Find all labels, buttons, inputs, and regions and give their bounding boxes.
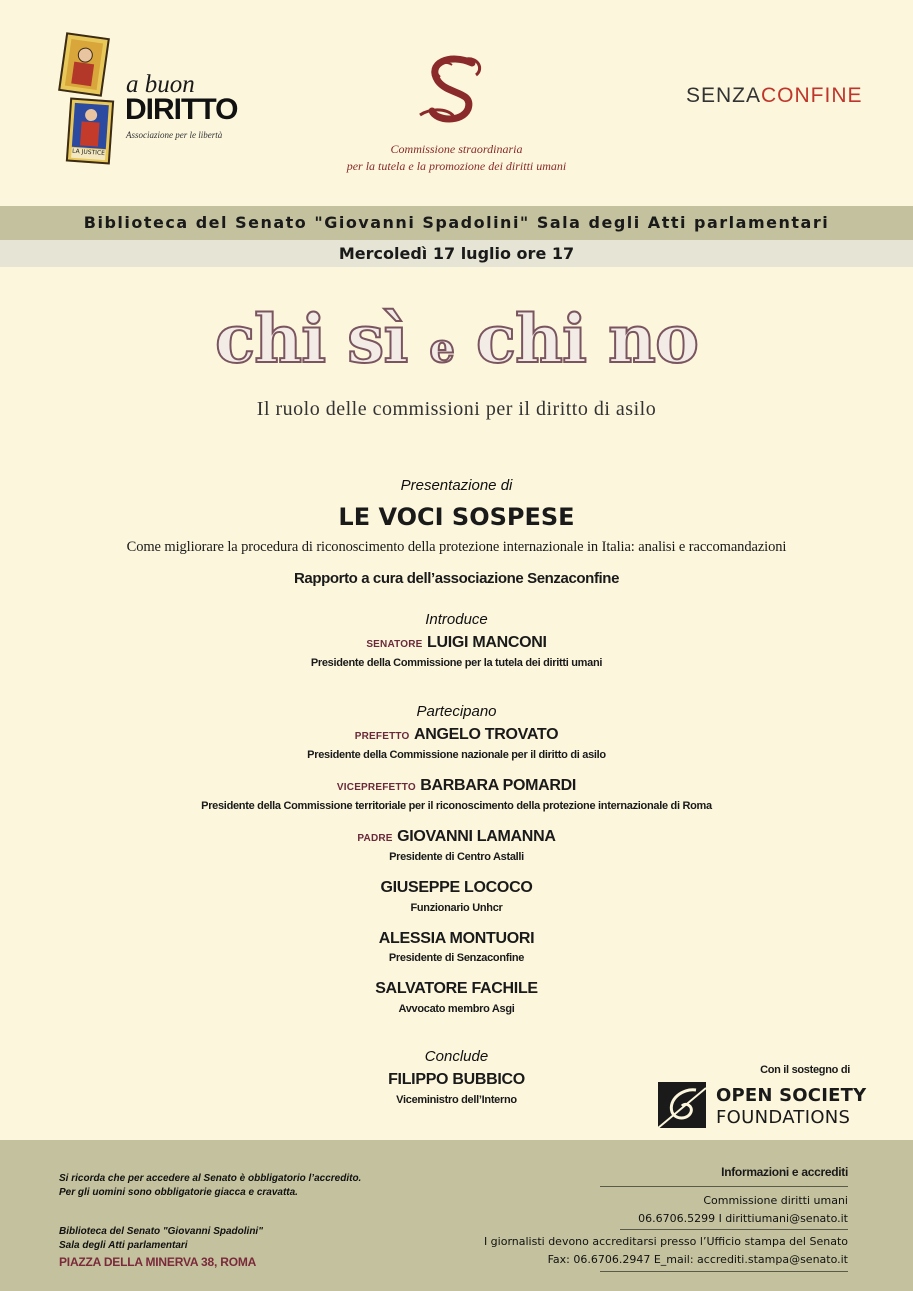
footer [0, 1140, 913, 1291]
abd-tagline: Associazione per le libertà [126, 130, 223, 140]
street-address: PIAZZA DELLA MINERVA 38, ROMA [59, 1255, 257, 1269]
participant-role: Funzionario Unhcr [410, 902, 503, 914]
abd-line1: a buon [126, 71, 195, 98]
person-name: ANGELO TROVATO [413, 726, 559, 743]
concluder-role: Viceministro dell’Interno [396, 1094, 517, 1106]
commission-caption [0, 141, 913, 175]
person-name: SALVATORE FACHILE [375, 980, 538, 997]
tarot-card-icon [58, 32, 110, 97]
report-name: LE VOCI SOSPESE [338, 503, 575, 531]
event-title [0, 300, 913, 378]
report-credit: Rapporto a cura dell’associazione Senzaconfine [293, 570, 620, 587]
contact-line3: I giornalisti devono accreditarsi presso l’Ufficio stampa del Senato [483, 1235, 848, 1248]
event-subtitle: Il ruolo delle commissioni per il diritto di asilo [256, 398, 657, 420]
contact-line4: Fax: 06.6706.2947 E_mail: accrediti.stampa@senato.it [547, 1253, 848, 1266]
participant-entry [0, 726, 913, 744]
conclude-label: Conclude [424, 1048, 489, 1065]
participant-role: Presidente di Senzaconfine [388, 952, 525, 964]
person-title: SENATORE [366, 639, 423, 650]
venue-address [59, 1225, 263, 1253]
title-word2: e [429, 325, 454, 372]
divider [600, 1271, 848, 1272]
introduce-label: Introduce [425, 611, 488, 628]
sponsor-label: Con il sostegno di [760, 1064, 850, 1076]
contact-line2: 06.6706.5299 I dirittiumani@senato.it [638, 1212, 848, 1225]
senzaconfine-logo [686, 84, 863, 108]
commission-line2: per la tutela e la promozione dei diritti umani [346, 159, 567, 173]
open-society-icon [658, 1082, 706, 1128]
venue-bar [0, 206, 913, 240]
introducer-role: Presidente della Commissione per la tutela dei diritti umani [310, 657, 603, 669]
access-notice [59, 1172, 361, 1200]
sponsor-line2: FOUNDATIONS [716, 1107, 851, 1128]
report-description: Come migliorare la procedura di riconoscimento della protezione internazionale in Italia: analisi e raccomandazioni [126, 539, 787, 555]
ornamental-s-icon [380, 55, 530, 125]
contact-line1: Commissione diritti umani [703, 1194, 848, 1207]
participant-entry [0, 879, 913, 897]
participant-entry [0, 930, 913, 948]
notice-line1: Si ricorda che per accedere al Senato è obbligatorio l’accredito. [59, 1173, 362, 1184]
person-title: PREFETTO [354, 731, 410, 742]
date-bar [0, 240, 913, 267]
person-name: ALESSIA MONTUORI [378, 930, 535, 947]
participant-role: Presidente di Centro Astalli [389, 851, 524, 863]
title-word1: chi sì [214, 300, 408, 378]
notice-line2: Per gli uomini sono obbligatorie giacca e cravatta. [59, 1187, 298, 1198]
person-title: PADRE [357, 833, 393, 844]
person-name: GIOVANNI LAMANNA [397, 828, 556, 845]
participant-entry [0, 777, 913, 795]
venue-line2: Sala degli Atti parlamentari [59, 1240, 188, 1251]
sponsor-line1: OPEN SOCIETY [716, 1085, 867, 1106]
participant-role: Presidente della Commissione territoriale per il riconoscimento della protezione internazionale di Roma [201, 800, 712, 812]
concluder-name: FILIPPO BUBBICO [388, 1071, 525, 1088]
presentation-label: Presentazione di [400, 477, 513, 494]
senza-text: SENZA [686, 84, 762, 107]
introducer-entry [0, 634, 913, 652]
person-title: VICEPREFETTO [336, 782, 416, 793]
card-caption: LA JUSTICE [71, 147, 106, 158]
divider [620, 1229, 848, 1230]
participant-role: Avvocato membro Asgi [398, 1003, 515, 1015]
confine-text: CONFINE [761, 84, 863, 107]
venue-text: Biblioteca del Senato "Giovanni Spadolini" Sala degli Atti parlamentari [83, 213, 830, 232]
commission-line1: Commissione straordinaria [390, 142, 523, 156]
title-word3: chi no [475, 300, 699, 378]
participants-label: Partecipano [416, 703, 497, 720]
venue-line1: Biblioteca del Senato "Giovanni Spadolini" [59, 1226, 263, 1237]
person-name: LUIGI MANCONI [427, 634, 547, 651]
date-text: Mercoledì 17 luglio ore 17 [338, 244, 575, 263]
info-title: Informazioni e accrediti [721, 1165, 848, 1179]
participant-entry [0, 980, 913, 998]
person-name: GIUSEPPE LOCOCO [380, 879, 533, 896]
participant-entry [0, 828, 913, 846]
participant-role: Presidente della Commissione nazionale per il diritto di asilo [307, 749, 606, 761]
person-name: BARBARA POMARDI [420, 777, 577, 794]
senato-s-logo [380, 55, 530, 125]
divider [600, 1186, 848, 1187]
abd-line2: DIRITTO [125, 93, 238, 126]
